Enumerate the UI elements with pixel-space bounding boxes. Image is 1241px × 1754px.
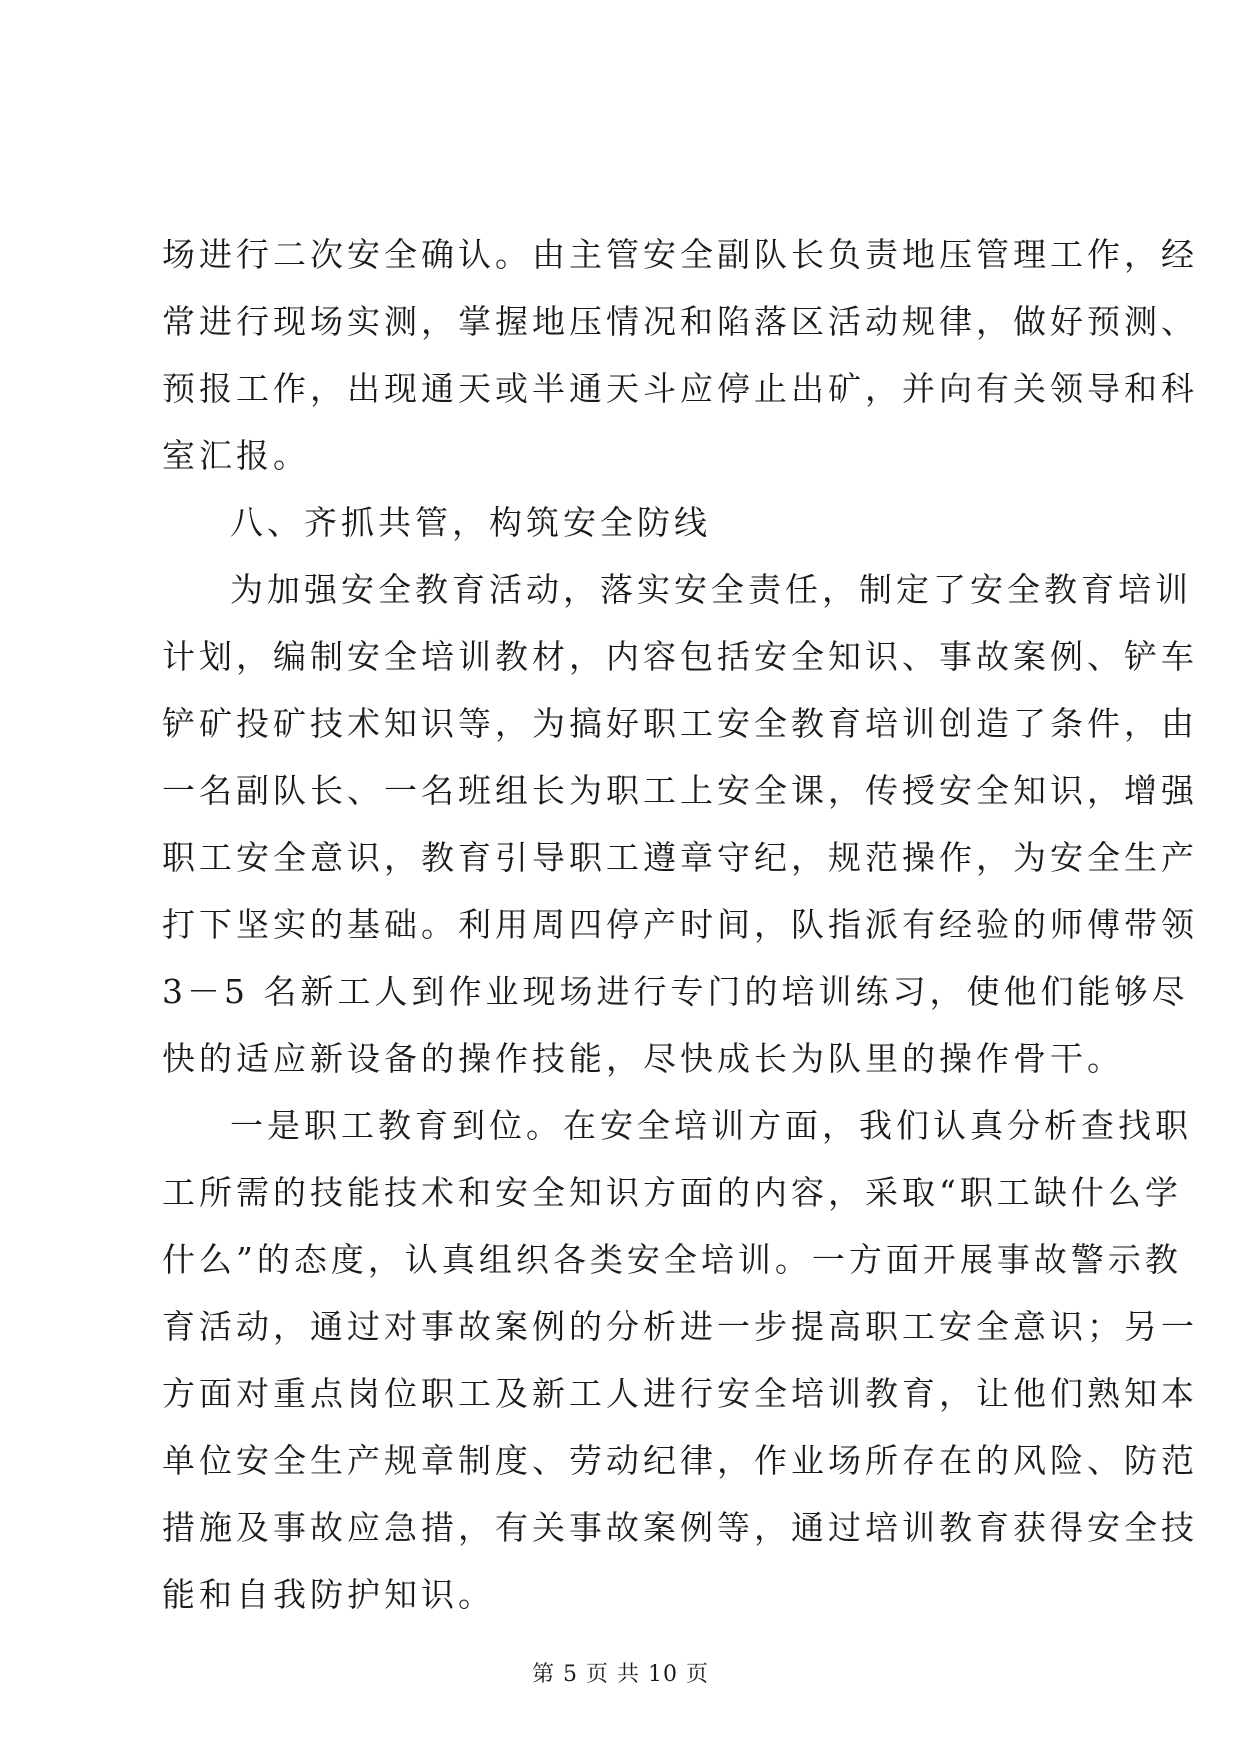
- page-number-footer: 第 5 页 共 10 页: [532, 1662, 709, 1687]
- text-line: 铲矿投矿技术知识等，为搞好职工安全教育培训创造了条件，由: [162, 704, 1198, 743]
- text-line: 常进行现场实测，掌握地压情况和陷落区活动规律，做好预测、: [162, 302, 1198, 341]
- text-line: 为加强安全教育活动，落实安全责任，制定了安全教育培训: [230, 570, 1192, 609]
- text-line: 场进行二次安全确认。由主管安全副队长负责地压管理工作，经: [162, 235, 1198, 274]
- text-line: 工所需的技能技术和安全知识方面的内容，采取“职工缺什么学: [162, 1173, 1182, 1212]
- text-line: 一是职工教育到位。在安全培训方面，我们认真分析查找职: [230, 1106, 1192, 1145]
- text-line: 育活动，通过对事故案例的分析进一步提高职工安全意识；另一: [162, 1307, 1198, 1346]
- text-line: 能和自我防护知识。: [162, 1575, 495, 1614]
- text-line: 3－5 名新工人到作业现场进行专门的培训练习，使他们能够尽: [162, 972, 1189, 1011]
- text-line: 一名副队长、一名班组长为职工上安全课，传授安全知识，增强: [162, 771, 1198, 810]
- section-heading: 八、齐抓共管，构筑安全防线: [230, 503, 711, 542]
- text-line: 职工安全意识，教育引导职工遵章守纪，规范操作，为安全生产: [162, 838, 1198, 877]
- text-line: 单位安全生产规章制度、劳动纪律，作业场所存在的风险、防范: [162, 1441, 1198, 1480]
- text-line: 预报工作，出现通天或半通天斗应停止出矿，并向有关领导和科: [162, 369, 1198, 408]
- text-line: 计划，编制安全培训教材，内容包括安全知识、事故案例、铲车: [162, 637, 1198, 676]
- text-line: 快的适应新设备的操作技能，尽快成长为队里的操作骨干。: [162, 1039, 1124, 1078]
- text-line: 打下坚实的基础。利用周四停产时间，队指派有经验的师傅带领: [162, 905, 1198, 944]
- text-line: 方面对重点岗位职工及新工人进行安全培训教育，让他们熟知本: [162, 1374, 1198, 1413]
- text-line: 措施及事故应急措，有关事故案例等，通过培训教育获得安全技: [162, 1508, 1198, 1547]
- text-line: 室汇报。: [162, 436, 310, 475]
- text-line: 什么”的态度，认真组织各类安全培训。一方面开展事故警示教: [162, 1240, 1182, 1279]
